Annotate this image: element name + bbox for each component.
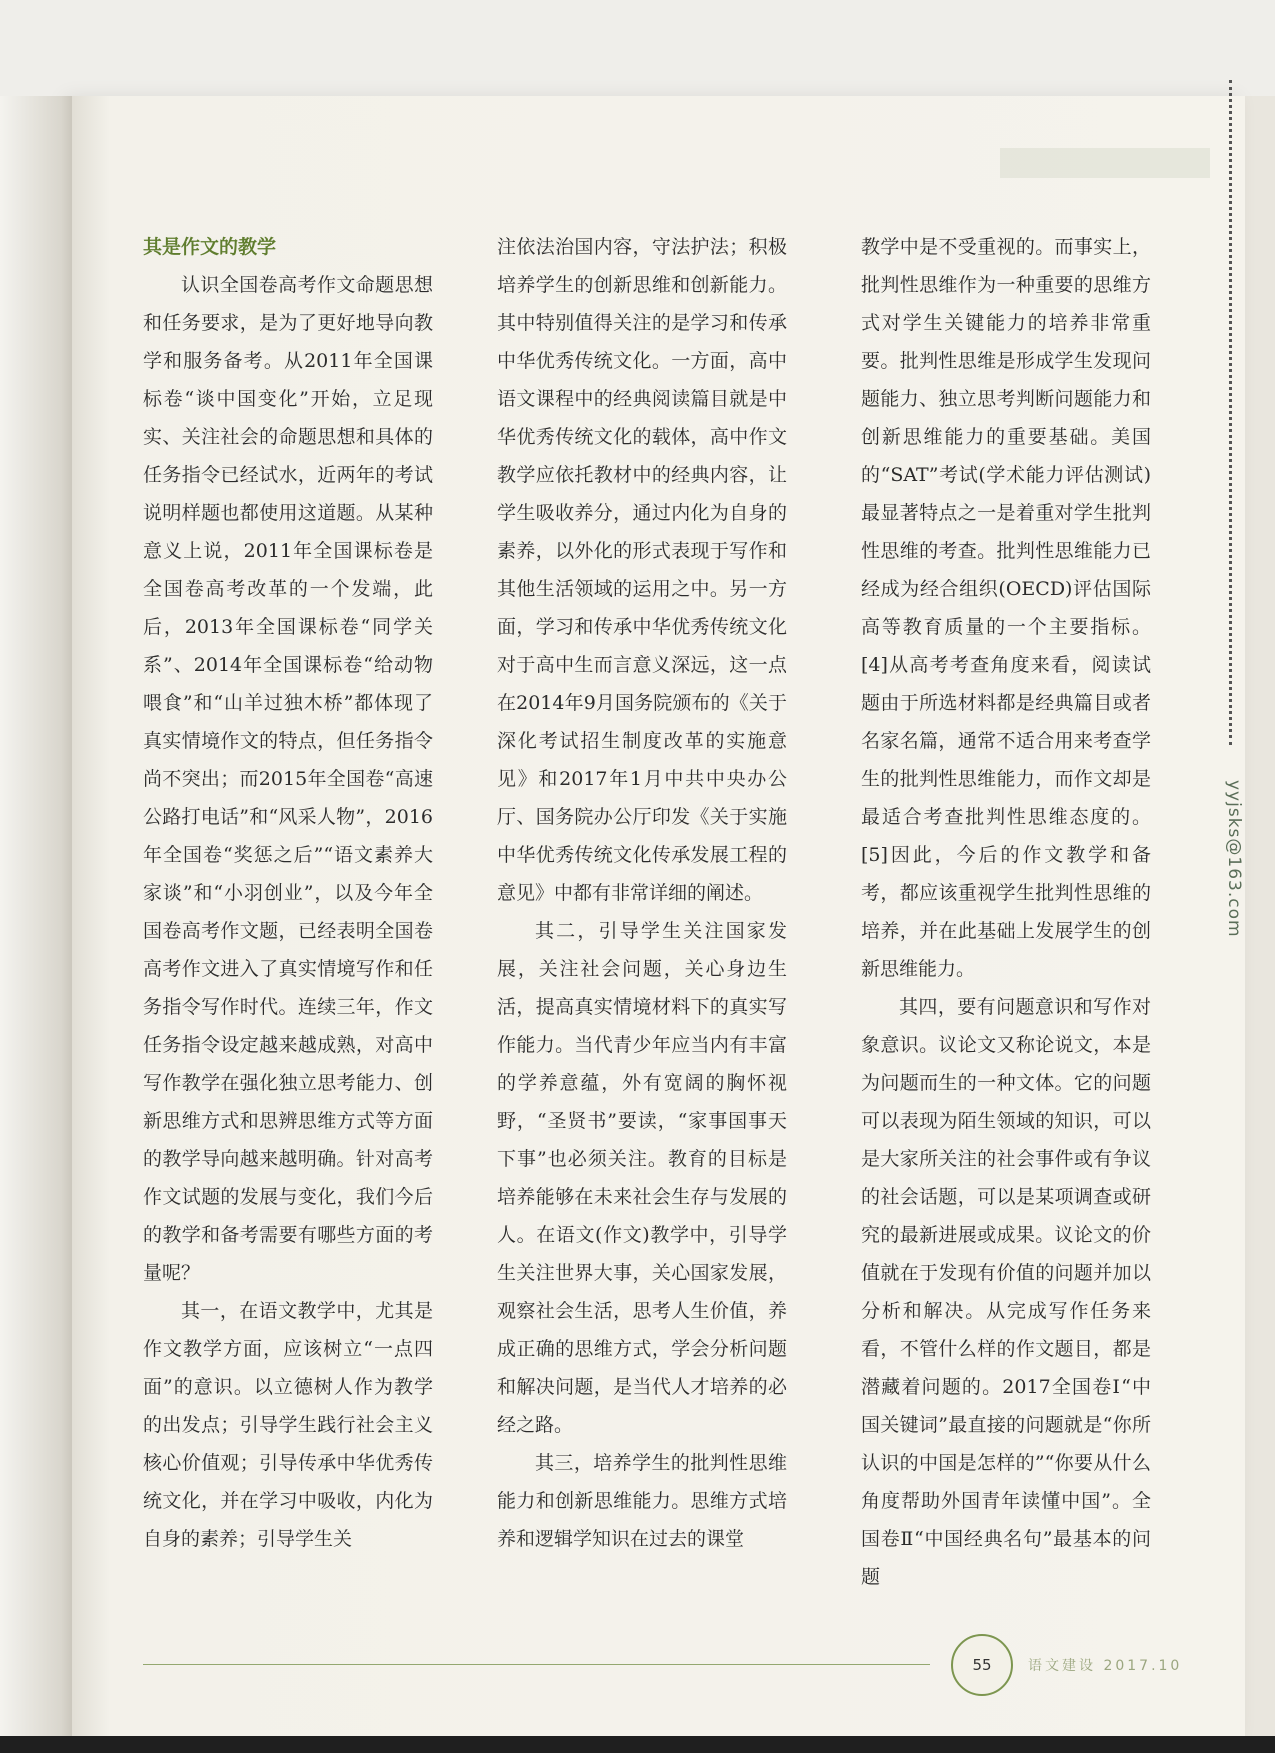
footer-rule	[143, 1664, 930, 1665]
text-column-3	[861, 228, 1151, 1596]
scan-top-band	[0, 0, 1275, 96]
bleed-through-mark	[1000, 148, 1210, 178]
text-column-1	[143, 228, 433, 1558]
paragraph: 其四，要有问题意识和写作对象意识。议论文又称论说文，本是为问题而生的一种文体。它的问题可以表现为陌生领域的知识，可以是大家所关注的社会事件或有争议的社会话题，可以是某项调查或研究的最新进展或成果。议论文的价值就在于发现有价值的问题并加以分析和解决。从完成写作任务来看，不管什么样的作文题目，都是潜藏着问题的。2017全国卷Ⅰ“中国关键词”最直接的问题就是“你所认识的中国是怎样的”“你要从什么角度帮助外国青年读懂中国”。全国卷Ⅱ“中国经典名句”最基本的问题	[861, 996, 1151, 1588]
text-column-2	[497, 228, 787, 1558]
section-heading: 其是作文的教学	[143, 236, 277, 258]
page-number-text: 55	[972, 1656, 992, 1674]
journal-name: 语文建设 2017.10	[1028, 1658, 1183, 1674]
page-number	[951, 1634, 1013, 1696]
paragraph-continued: 注依法治国内容，守法护法；积极培养学生的创新思维和创新能力。其中特别值得关注的是学习和传承中华优秀传统文化。一方面，高中语文课程中的经典阅读篇目就是中华优秀传统文化的载体，高中作文教学应依托教材中的经典内容，让学生吸收养分，通过内化为自身的素养，以外化的形式表现于写作和其他生活领域的运用之中。另一方面，学习和传承中华优秀传统文化对于高中生而言意义深远，这一点在2014年9月国务院颁布的《关于深化考试招生制度改革的实施意见》和2017年1月中共中央办公厅、国务院办公厅印发《关于实施中华优秀传统文化传承发展工程的意见》中都有非常详细的阐述。	[497, 236, 787, 904]
scan-bottom-edge	[0, 1736, 1275, 1753]
contact-email: yyjsks@163.com	[1224, 780, 1244, 938]
dotted-cut-line	[1229, 80, 1232, 745]
paragraph: 认识全国卷高考作文命题思想和任务要求，是为了更好地导向教学和服务备考。从2011年全国课标卷“谈中国变化”开始，立足现实、关注社会的命题思想和具体的任务指令已经试水，近两年的考试说明样题也都使用这道题。从某种意义上说，2011年全国课标卷是全国卷高考改革的一个发端，此后，2013年全国课标卷“同学关系”、2014年全国课标卷“给动物喂食”和“山羊过独木桥”都体现了真实情境作文的特点，但任务指令尚不突出；而2015年全国卷“高速公路打电话”和“风采人物”，2016年全国卷“奖惩之后”“语文素养大家谈”和“小羽创业”，以及今年全国卷高考作文题，已经表明全国卷高考作文进入了真实情境写作和任务指令写作时代。连续三年，作文任务指令设定越来越成熟，对高中写作教学在强化独立思考能力、创新思维方式和思辨思维方式等方面的教学导向越来越明确。针对高考作文试题的发展与变化，我们今后的教学和备考需要有哪些方面的考量呢？	[143, 274, 433, 1284]
paragraph-continued: 教学中是不受重视的。而事实上，批判性思维作为一种重要的思维方式对学生关键能力的培养非常重要。批判性思维是形成学生发现问题能力、独立思考判断问题能力和创新思维能力的重要基础。美国的“SAT”考试(学术能力评估测试)最显著特点之一是着重对学生批判性思维的考查。批判性思维能力已经成为经合组织(OECD)评估国际高等教育质量的一个主要指标。[4]从高考考查角度来看，阅读试题由于所选材料都是经典篇目或者名家名篇，通常不适合用来考查学生的批判性思维能力，而作文却是最适合考查批判性思维态度的。[5]因此，今后的作文教学和备考，都应该重视学生批判性思维的培养，并在此基础上发展学生的创新思维能力。	[861, 236, 1151, 980]
paragraph: 其三，培养学生的批判性思维能力和创新思维能力。思维方式培养和逻辑学知识在过去的课堂	[497, 1452, 787, 1550]
paragraph: 其一，在语文教学中，尤其是作文教学方面，应该树立“一点四面”的意识。以立德树人作为教学的出发点；引导学生践行社会主义核心价值观；引导传承中华优秀传统文化，并在学习中吸收，内化为自身的素养；引导学生关	[143, 1300, 433, 1550]
page-gutter	[0, 96, 72, 1736]
paragraph: 其二，引导学生关注国家发展，关注社会问题，关心身边生活，提高真实情境材料下的真实写作能力。当代青少年应当内有丰富的学养意蕴，外有宽阔的胸怀视野，“圣贤书”要读，“家事国事天下事”也必须关注。教育的目标是培养能够在未来社会生存与发展的人。在语文(作文)教学中，引导学生关注世界大事，关心国家发展，观察社会生活，思考人生价值，养成正确的思维方式，学会分析问题和解决问题，是当代人才培养的必经之路。	[497, 920, 787, 1436]
